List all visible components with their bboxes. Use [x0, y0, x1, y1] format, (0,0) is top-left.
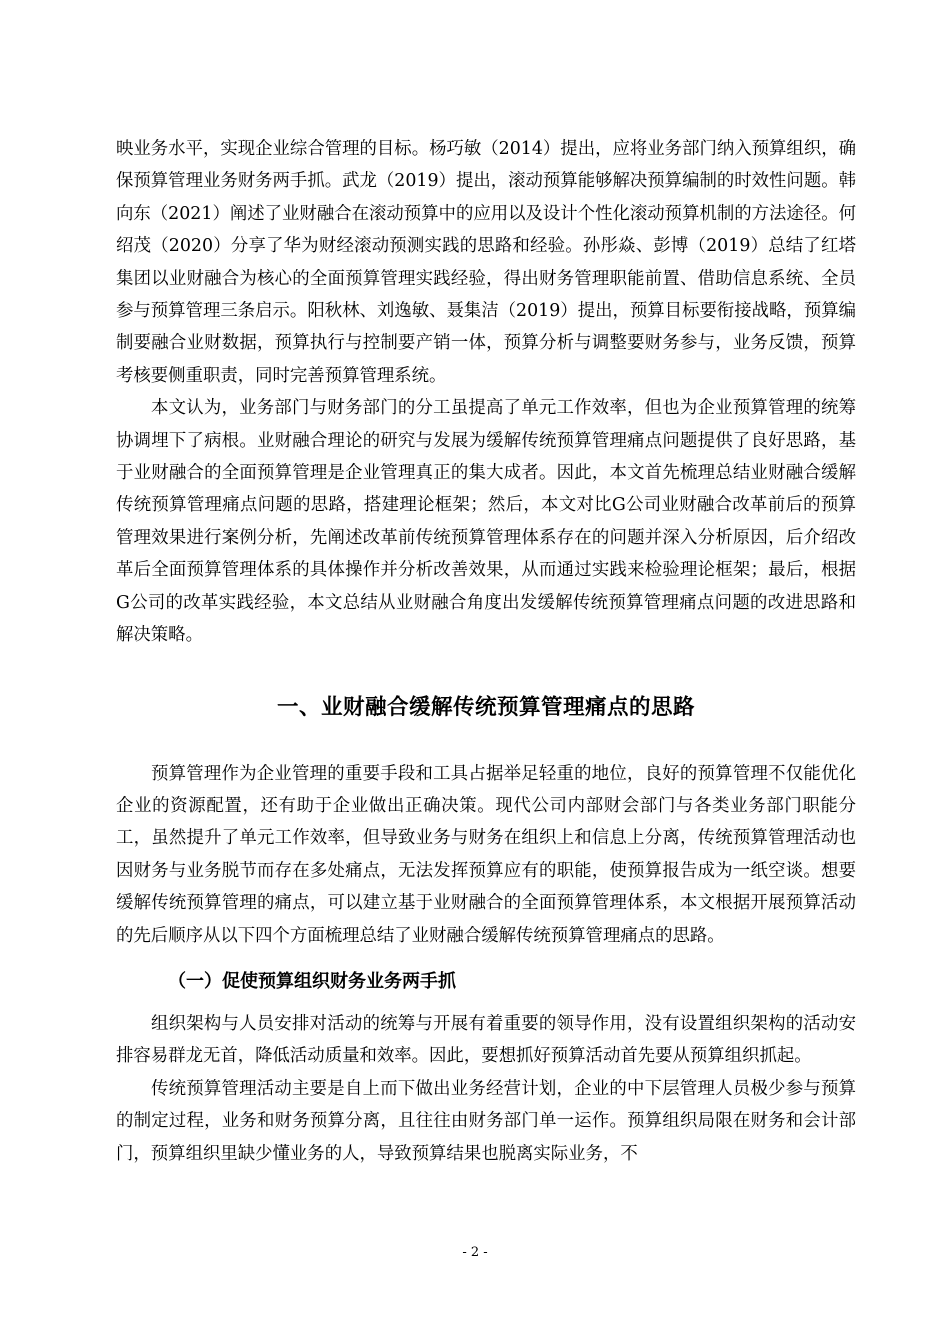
section-heading: 一、业财融合缓解传统预算管理痛点的思路 [276, 694, 695, 720]
subsection-paragraph-1: 组织架构与人员安排对活动的统筹与开展有着重要的领导作用，没有设置组织架构的活动安排容易群龙无首，降低活动质量和效率。因此，要想抓好预算活动首先要从预算组织抓起。 [116, 1013, 856, 1067]
subsection-paragraph-2: 传统预算管理活动主要是自上而下做出业务经营计划，企业的中下层管理人员极少参与预算的制定过程，业务和财务预算分离，且往往由财务部门单一运作。预算组织局限在财务和会计部门，预算组织里缺少懂业务的人，导致预算结果也脱离实际业务，不 [116, 1078, 856, 1164]
intro-paragraph-1: 映业务水平，实现企业综合管理的目标。杨巧敏（2014）提出，应将业务部门纳入预算组织，确保预算管理业务财务两手抓。武龙（2019）提出，滚动预算能够解决预算编制的时效性问题。韩向东（2021）阐述了业财融合在滚动预算中的应用以及设计个性化滚动预算机制的方法途径。何绍茂（2020）分享了华为财经滚动预测实践的思路和经验。孙彤焱、彭博（2019）总结了红塔集团以业财融合为核心的全面预算管理实践经验，得出财务管理职能前置、借助信息系统、全员参与预算管理三条启示。阳秋林、刘逸敏、聂集洁（2019）提出，预算目标要衔接战略，预算编制要融合业财数据，预算执行与控制要产销一体，预算分析与调整要财务参与，业务反馈，预算考核要侧重职责，同时完善预算管理系统。 [116, 139, 856, 386]
page-number: - 2 - [462, 1245, 488, 1260]
subsection-heading: （一）促使预算组织财务业务两手抓 [168, 970, 456, 992]
page-body [116, 133, 856, 1170]
intro-paragraph-2: 本文认为，业务部门与财务部门的分工虽提高了单元工作效率，但也为企业预算管理的统筹协调埋下了病根。业财融合理论的研究与发展为缓解传统预算管理痛点问题提供了良好思路，基于业财融合的全面预算管理是企业管理真正的集大成者。因此，本文首先梳理总结业财融合缓解传统预算管理痛点问题的思路，搭建理论框架；然后，本文对比G公司业财融合改革前后的预算管理效果进行案例分析，先阐述改革前传统预算管理体系存在的问题并深入分析原因，后介绍改革后全面预算管理体系的具体操作并分析改善效果，从而通过实践来检验理论框架；最后，根据G公司的改革实践经验，本文总结从业财融合角度出发缓解传统预算管理痛点问题的改进思路和解决策略。 [116, 398, 856, 646]
section-paragraph: 预算管理作为企业管理的重要手段和工具占据举足轻重的地位，良好的预算管理不仅能优化企业的资源配置，还有助于企业做出正确决策。现代公司内部财会部门与各类业务部门职能分工，虽然提升了单元工作效率，但导致业务与财务在组织上和信息上分离，传统预算管理活动也因财务与业务脱节而存在多处痛点，无法发挥预算应有的职能，使预算报告成为一纸空谈。想要缓解传统预算管理的痛点，可以建立基于业财融合的全面预算管理体系，本文根据开展预算活动的先后顺序从以下四个方面梳理总结了业财融合缓解传统预算管理痛点的思路。 [116, 763, 856, 946]
